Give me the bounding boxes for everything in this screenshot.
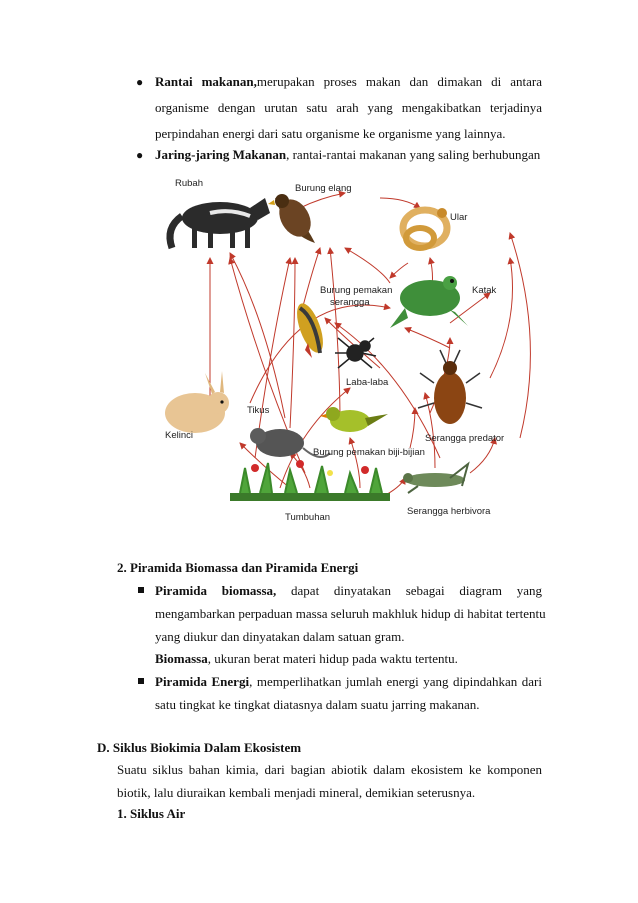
rantai-line-1 (155, 74, 542, 90)
arrow (405, 328, 450, 348)
bullet-dot: ● (136, 148, 144, 162)
jaring-line (155, 147, 540, 163)
arrow (300, 193, 345, 208)
rantai-line1-rest: merupakan proses makan dan dimakan di antara (256, 74, 542, 89)
energi-line1-rest: , memperlihatkan jumlah energi yang dipindahkan dari (249, 674, 542, 689)
arrow (380, 198, 420, 208)
herbivore-insect-illustration (403, 464, 468, 493)
label-rubah: Rubah (175, 178, 203, 189)
eagle-illustration (268, 194, 317, 243)
square-bullet (138, 678, 144, 684)
label-tikus: Tikus (247, 405, 270, 416)
section2-heading-text: 2. Piramida Biomassa dan Piramida Energi (117, 560, 359, 575)
label-katak: Katak (472, 285, 497, 296)
bullet-dot: ● (136, 75, 144, 89)
rabbit-illustration (165, 371, 229, 433)
spider-illustration (335, 338, 376, 368)
arrow (330, 248, 340, 423)
rantai-line-3: perpindahan energi dari satu organisme ke organisme yang lainnya. (155, 126, 506, 141)
fox-illustration (170, 198, 270, 248)
sectionD-heading (97, 740, 301, 756)
arrow (510, 233, 530, 438)
sectionD-paragraph-line-2: biotik, lalu diuraikan kembali menjadi mineral, demikian seterusnya. (117, 785, 476, 800)
food-web-diagram (150, 168, 550, 538)
snake-illustration (403, 208, 447, 248)
biomassa-line-3: yang diukur dan dinyatakan dalam satuan gram. (155, 629, 405, 644)
label-burung-pemakan-serangga-1: Burung pemakan (320, 285, 393, 296)
square-bullet (138, 587, 144, 593)
label-laba-laba: Laba-laba (346, 377, 389, 388)
insectivore-bird-illustration (292, 300, 329, 358)
arrow (410, 408, 415, 448)
section2-heading (117, 560, 358, 576)
jaring-rest: , rantai-rantai makanan yang saling berhubungan (286, 147, 541, 162)
rantai-line-2: organisme dengan urutan satu arah yang mengakibatkan terjadinya (155, 100, 542, 115)
frog-illustration (390, 276, 468, 328)
biomassa-definition (155, 651, 458, 667)
plants-illustration (230, 460, 390, 501)
sectionD-heading-text: D. Siklus Biokimia Dalam Ekosistem (97, 740, 302, 755)
label-serangga-predator: Serangga predator (425, 433, 505, 444)
arrow (490, 258, 513, 378)
arrow (390, 263, 408, 278)
arrow (290, 258, 295, 428)
biomassa-line-1 (155, 583, 542, 599)
label-burung-elang: Burung elang (295, 183, 352, 194)
label-serangga-herbivora: Serangga herbivora (407, 506, 491, 517)
jaring-term: Jaring-jaring Makanan (155, 147, 287, 162)
label-burung-pemakan-serangga-2: serangga (330, 297, 370, 308)
biomassa-def-rest: , ukuran berat materi hidup pada waktu tertentu. (207, 651, 458, 666)
siklus-air-heading (117, 806, 185, 822)
label-tumbuhan: Tumbuhan (285, 512, 331, 523)
biomassa-line-2: mengambarkan perpaduan massa seluruh makhluk hidup di habitat tertentu (155, 606, 546, 621)
energi-line-2: satu tingkat ke tingkat diatasnya dalam suatu jarring makanan. (155, 697, 480, 712)
biomassa-def-term: Biomassa (155, 651, 208, 666)
rantai-term: Rantai makanan, (155, 74, 257, 89)
biomassa-term: Piramida biomassa, (155, 583, 277, 598)
label-ular: Ular (450, 212, 468, 223)
biomassa-line1-rest: dapat dinyatakan sebagai diagram yang (291, 583, 543, 598)
sectionD-paragraph-line-1: Suatu siklus bahan kimia, dari bagian abiotik dalam ekosistem ke komponen (117, 762, 542, 777)
label-kelinci: Kelinci (165, 430, 193, 441)
seed-eating-bird-illustration (320, 407, 388, 432)
arrow (230, 253, 285, 418)
energi-line-1 (155, 674, 542, 690)
energi-term: Piramida Energi (155, 674, 250, 689)
arrow (345, 248, 390, 283)
label-burung-pemakan-biji: Burung pemakan biji-bijian (313, 447, 425, 458)
predator-insect-illustration (418, 350, 482, 424)
siklus-air-heading-text: 1. Siklus Air (117, 806, 186, 821)
